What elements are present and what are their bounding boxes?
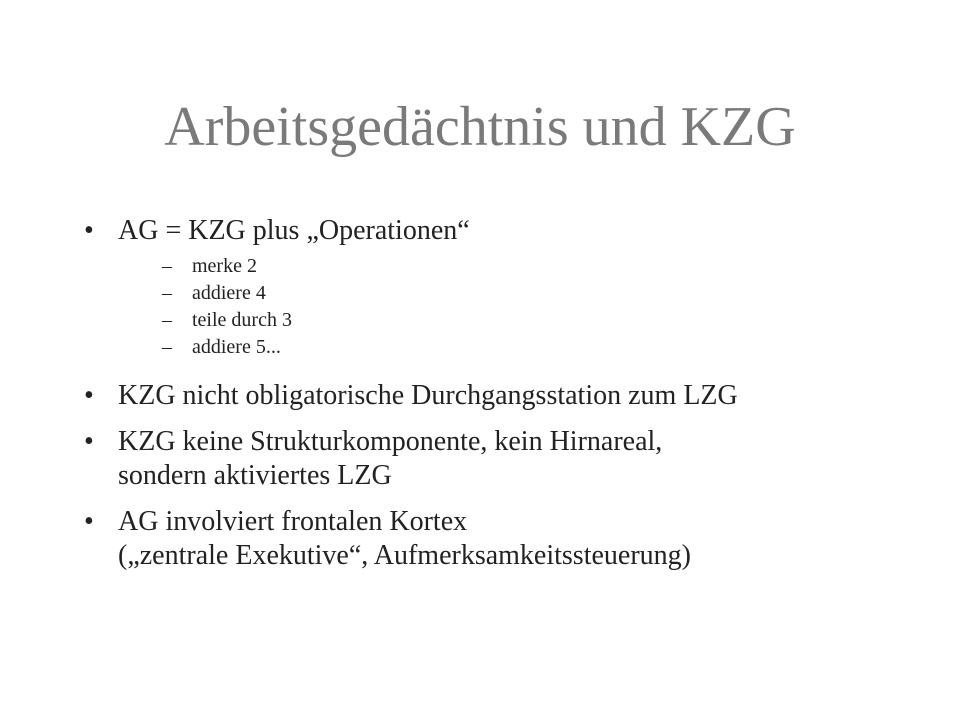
bullet-text: KZG keine Strukturkomponente, kein Hirnareal, [118, 426, 663, 457]
sub-bullet-text: addiere 5... [192, 336, 281, 358]
bullet-item [84, 425, 944, 493]
sub-bullet-item [118, 280, 944, 307]
bullet-marker: • [84, 426, 94, 457]
dash-marker: – [162, 255, 172, 277]
bullet-text: KZG nicht obligatorische Durchgangsstation zum LZG [118, 380, 738, 411]
bullet-text: AG = KZG plus „Operationen“ [118, 215, 470, 246]
bullet-marker: • [84, 380, 94, 411]
bullet-item [84, 505, 944, 573]
sub-bullet-text: addiere 4 [192, 282, 266, 304]
sub-bullet-item [118, 307, 944, 334]
bullet-text-continued: sondern aktiviertes LZG [118, 460, 392, 491]
sub-bullet-text: teile durch 3 [192, 309, 292, 331]
bullet-item [84, 214, 944, 361]
slide-title: Arbeitsgedächtnis und KZG [164, 96, 796, 158]
sub-bullet-item [118, 334, 944, 361]
dash-marker: – [162, 282, 172, 304]
sub-bullet-text: merke 2 [192, 255, 257, 277]
dash-marker: – [162, 309, 172, 331]
bullet-item [84, 379, 944, 413]
sub-bullet-item [118, 253, 944, 280]
bullet-text: AG involviert frontalen Kortex [118, 506, 468, 537]
sub-bullet-list [118, 253, 944, 361]
bullet-marker: • [84, 506, 94, 537]
bullet-marker: • [84, 215, 94, 246]
bullet-list [84, 214, 944, 573]
bullet-text-continued: („zentrale Exekutive“, Aufmerksamkeitssteuerung) [118, 540, 691, 571]
dash-marker: – [162, 336, 172, 358]
